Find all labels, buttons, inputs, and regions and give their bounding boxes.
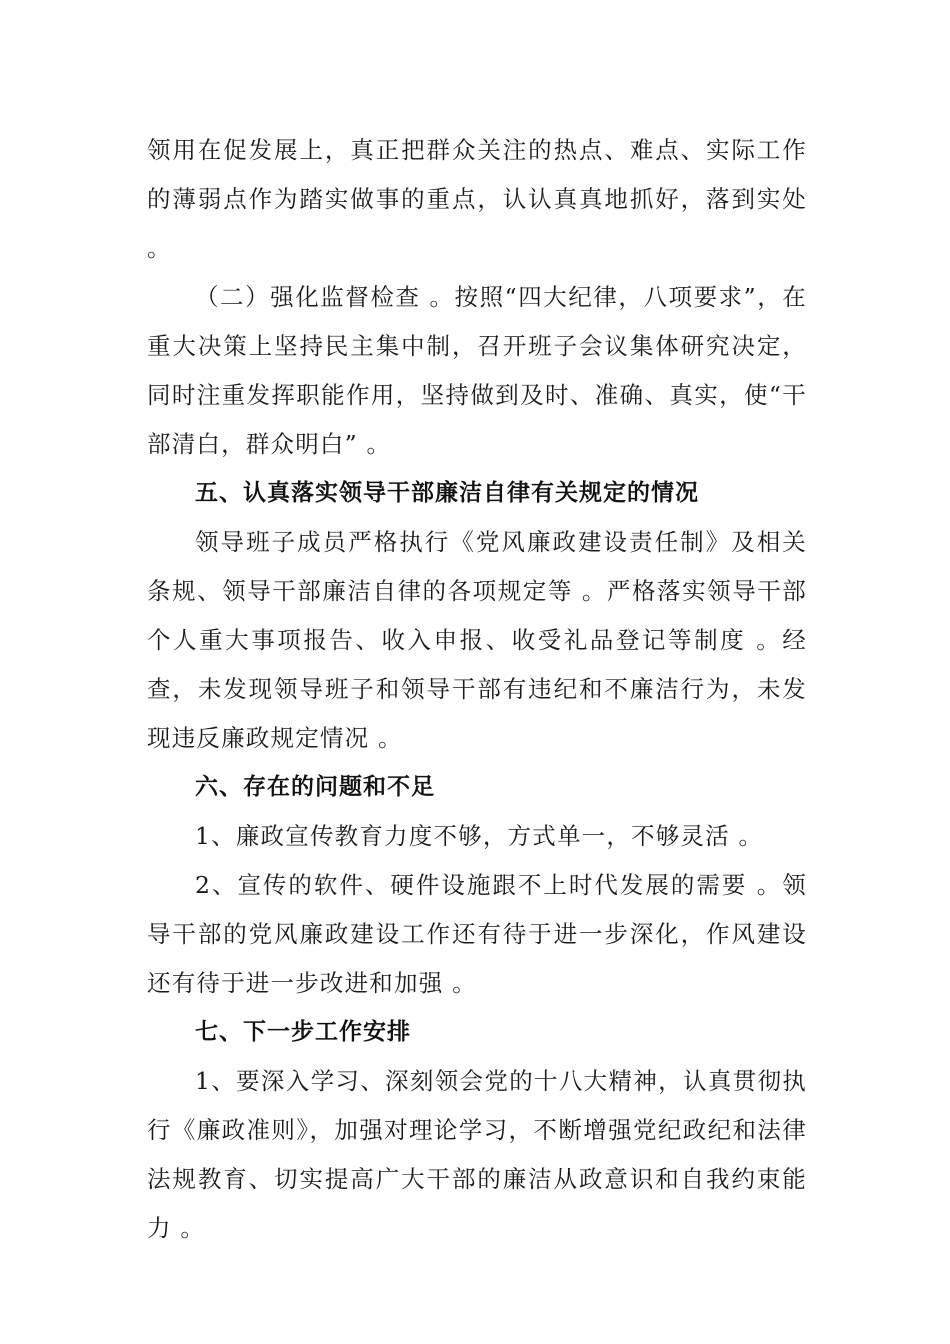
paragraph-problem-2: 2、宣传的软件、硬件设施跟不上时代发展的需要 。领导干部的党风廉政建设工作还有待于进一步深化，作风建设还有待于进一步改进和加强 。 — [147, 871, 807, 997]
paragraph-self-discipline: 领导班子成员严格执行《党风廉政建设责任制》及相关条规、领导干部廉洁自律的各项规定等 。严格落实领导干部个人重大事项报告、收入申报、收受礼品登记等制度 。经查，未发现领导班子和领导干部有违纪和不廉洁行为，未发现违反廉政规定情况 。 — [147, 528, 807, 752]
section-heading-7: 七、下一步工作安排 — [195, 1019, 411, 1045]
section-heading-5: 五、认真落实领导干部廉洁自律有关规定的情况 — [195, 480, 699, 506]
paragraph-problem-1: 1、廉政宣传教育力度不够，方式单一，不够灵活 。 — [195, 822, 764, 850]
section-heading-6: 六、存在的问题和不足 — [195, 774, 435, 800]
document-body — [147, 126, 807, 1253]
paragraph-continuation: 领用在促发展上，真正把群众关注的热点、难点、实际工作的薄弱点作为踏实做事的重点，认认真真地抓好，落到实处 。 — [147, 136, 807, 262]
paragraph-plan-1: 1、要深入学习、深刻领会党的十八大精神，认真贯彻执行《廉政准则》，加强对理论学习，不断增强党纪政纪和法律法规教育、切实提高广大干部的廉洁从政意识和自我约束能力 。 — [147, 1067, 807, 1242]
paragraph-supervision: （二）强化监督检查 。按照“四大纪律，八项要求”，在重大决策上坚持民主集中制，召开班子会议集体研究决定，同时注重发挥职能作用，坚持做到及时、准确、真实，使“干部清白，群众明白” 。 — [147, 283, 807, 458]
